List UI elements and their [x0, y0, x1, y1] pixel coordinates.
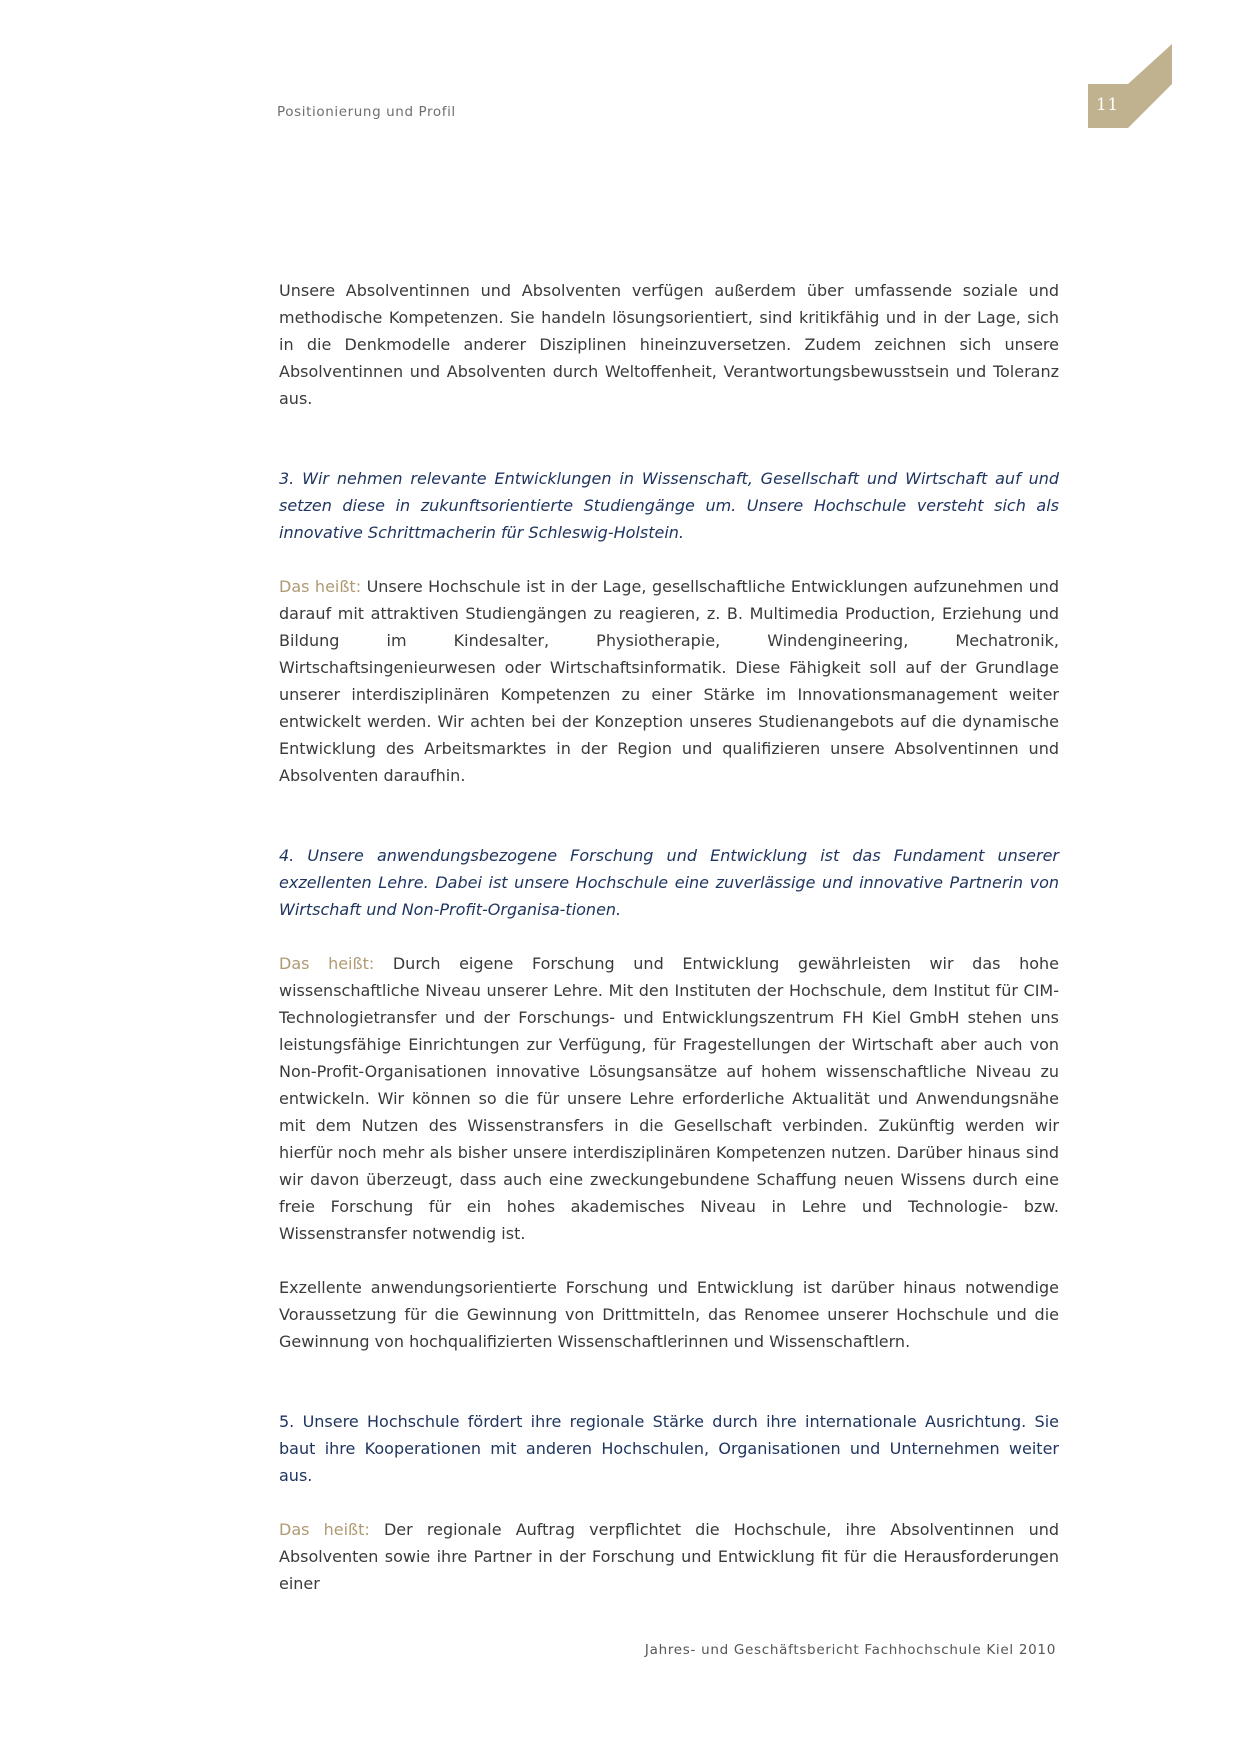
running-head: Positionierung und Profil [277, 104, 456, 120]
section-3-text: Unsere Hochschule ist in der Lage, gesellschaftliche Entwicklungen aufzunehmen und darauf mit attraktiven Studiengängen zu reagieren, z. B. Multimedia Production, Erziehung und Bildung im Kindesalter, Physiotherapie, Windengineering, Mechatronik, Wirtschaftsingenieurwesen oder Wirtschaftsinformatik. Diese Fähigkeit soll auf der Grundlage unserer interdisziplinären Kompetenzen zu einer Stärke im Innovationsmanagement weiter entwickelt werden. Wir achten bei der Konzeption unseres Studienangebots auf die dynamische Entwicklung des Arbeitsmarktes in der Region und qualifizieren unsere Absolventinnen und Absolventen daraufhin. [279, 577, 1060, 785]
lead-label: Das heißt: [279, 1520, 370, 1539]
lead-label: Das heißt: [279, 577, 362, 596]
intro-paragraph: Unsere Absolventinnen und Absolventen verfügen außerdem über umfassende soziale und methodische Kompetenzen. Sie handeln lösungsorientiert, sind kritikfähig und in der Lage, sich in die Denkmodelle anderer Disziplinen hineinzuversetzen. Zudem zeichnen sich unsere Absolventinnen und Absolventen durch Weltoffenheit, Verantwortungsbewusstsein und Toleranz aus. [279, 281, 1059, 408]
page-number: 11 [1096, 95, 1119, 115]
thesis-3: 3. Wir nehmen relevante Entwicklungen in Wissenschaft, Gesellschaft und Wirtschaft auf und setzen diese in zukunftsorientierte Studiengänge um. Unsere Hochschule versteht sich als innovative Schrittmacherin für Schleswig-Holstein. [279, 469, 1059, 542]
section-5-paragraph [279, 1516, 1059, 1597]
section-4-paragraph-2: Exzellente anwendungsorientierte Forschung und Entwicklung ist darüber hinaus notwendige Voraussetzung für die Gewinnung von Drittmitteln, das Renomee unserer Hochschule und die Gewinnung von hochqualifizierten Wissenschaftlerinnen und Wissenschaftlern. [279, 1278, 1059, 1351]
section-5-text: Der regionale Auftrag verpflichtet die Hochschule, ihre Absolventinnen und Absolventen sowie ihre Partner in der Forschung und Entwicklung fit für die Herausforderungen einer [279, 1520, 1060, 1593]
lead-label: Das heißt: [279, 954, 375, 973]
page-tab-shape [1088, 44, 1172, 128]
thesis-5: 5. Unsere Hochschule fördert ihre regionale Stärke durch ihre internationale Ausrichtung. Sie baut ihre Kooperationen mit anderen Hochschulen, Organisationen und Unternehmen weiter aus. [279, 1412, 1059, 1485]
section-4-paragraph [279, 950, 1059, 1247]
footer-text: Jahres- und Geschäftsbericht Fachhochschule Kiel 2010 [644, 1642, 1056, 1658]
main-content [279, 277, 1059, 1597]
thesis-4: 4. Unsere anwendungsbezogene Forschung und Entwicklung ist das Fundament unserer exzellenten Lehre. Dabei ist unsere Hochschule eine zuverlässige und innovative Partnerin von Wirtschaft und Non-Profit-Organisa-tionen. [279, 846, 1059, 919]
page-tab [1088, 44, 1172, 128]
section-4-text: Durch eigene Forschung und Entwicklung gewährleisten wir das hohe wissenschaftliche Niveau unserer Lehre. Mit den Instituten der Hochschule, dem Institut für CIM-Technologietransfer und der Forschungs- und Entwicklungszentrum FH Kiel GmbH stehen uns leistungsfähige Einrichtungen zur Verfügung, für Fragestellungen der Wirtschaft aber auch von Non-Profit-Organisationen innovative Lösungsansätze auf hohem wissenschaftliche Niveau zu entwickeln. Wir können so die für unsere Lehre erforderliche Aktualität und Anwendungsnähe mit dem Nutzen des Wissenstransfers in die Gesellschaft verbinden. Zukünftig werden wir hierfür noch mehr als bisher unsere interdisziplinären Kompetenzen nutzen. Darüber hinaus sind wir davon überzeugt, dass auch eine zweckungebundene Schaffung neuen Wissens durch eine freie Forschung für ein hohes akademisches Niveau in Lehre und Technologie- bzw. Wissenstransfer notwendig ist. [279, 954, 1060, 1243]
section-3-paragraph [279, 573, 1059, 789]
